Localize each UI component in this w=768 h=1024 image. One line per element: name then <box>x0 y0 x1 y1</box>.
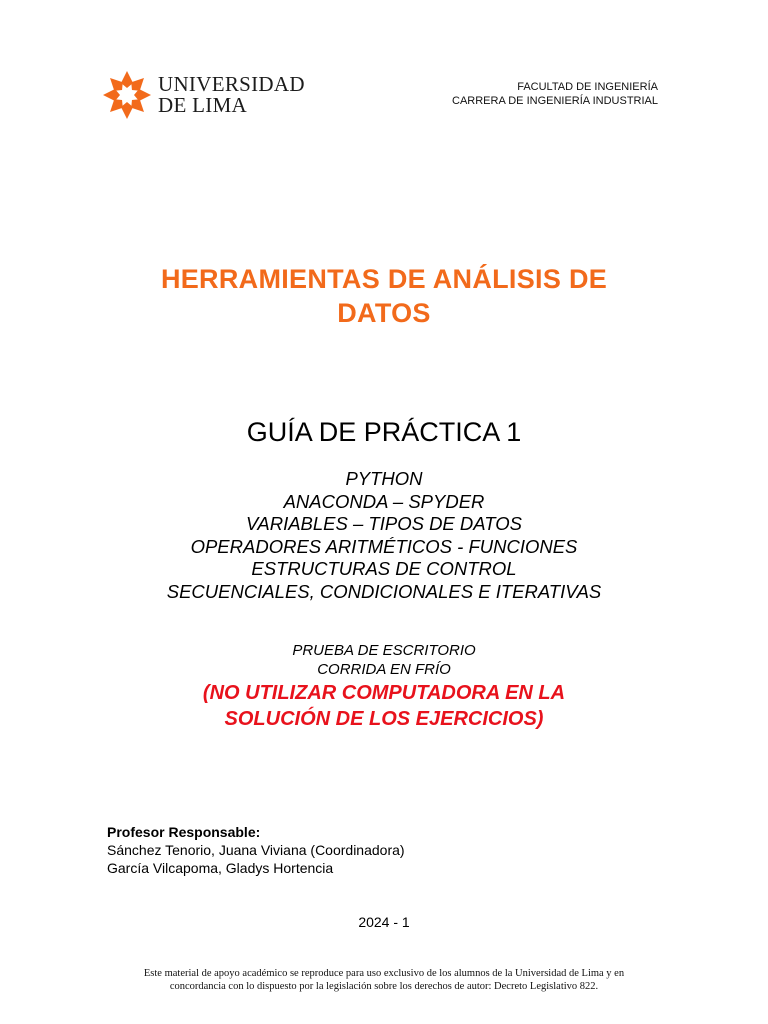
topic-item: SECUENCIALES, CONDICIONALES E ITERATIVAS <box>166 580 602 602</box>
topics-list <box>0 468 768 603</box>
footer-line-2: concordancia con lo dispuesto por la legislación sobre los derechos de autor: Decreto Legislativo 822. <box>169 981 599 992</box>
guide-title: GUÍA DE PRÁCTICA 1 <box>246 417 522 447</box>
course-title-line-1: HERRAMIENTAS DE ANÁLISIS DE <box>160 264 608 294</box>
professor-name: García Vilcapoma, Gladys Hortencia <box>107 860 334 876</box>
topic-item: OPERADORES ARITMÉTICOS - FUNCIONES <box>190 535 578 557</box>
logo-wordmark <box>158 74 305 116</box>
university-logo <box>102 70 312 122</box>
orange-sun-star-icon <box>102 70 152 120</box>
faculty-name: FACULTAD DE INGENIERÍA <box>517 81 658 93</box>
topic-item: VARIABLES – TIPOS DE DATOS <box>246 513 522 534</box>
warning-line-2: SOLUCIÓN DE LOS EJERCICIOS) <box>224 708 544 730</box>
course-title <box>0 262 768 330</box>
professors-block <box>107 823 405 877</box>
topic-item: PYTHON <box>345 468 423 489</box>
footer-line-1: Este material de apoyo académico se reproduce para uso exclusivo de los alumnos de la Universidad de Lima y en <box>143 968 625 979</box>
desk-test-line-2: CORRIDA EN FRÍO <box>317 661 451 678</box>
topic-item: ANACONDA – SPYDER <box>283 490 485 512</box>
academic-term: 2024 - 1 <box>358 914 410 930</box>
career-name: CARRERA DE INGENIERÍA INDUSTRIAL <box>452 95 658 107</box>
logo-line-2: DE LIMA <box>158 93 248 117</box>
desk-test-line-1: PRUEBA DE ESCRITORIO <box>292 642 476 659</box>
copyright-footer <box>100 967 668 993</box>
desk-test-note <box>0 641 768 679</box>
professor-name: Sánchez Tenorio, Juana Viviana (Coordinadora) <box>107 842 405 858</box>
warning-line-1: (NO UTILIZAR COMPUTADORA EN LA <box>202 682 566 704</box>
faculty-header <box>452 80 658 108</box>
no-computer-warning <box>0 680 768 732</box>
professors-label: Profesor Responsable: <box>107 824 261 840</box>
course-title-line-2: DATOS <box>337 298 431 328</box>
logo-line-1: UNIVERSIDAD <box>158 72 305 96</box>
topic-item: ESTRUCTURAS DE CONTROL <box>251 558 517 579</box>
